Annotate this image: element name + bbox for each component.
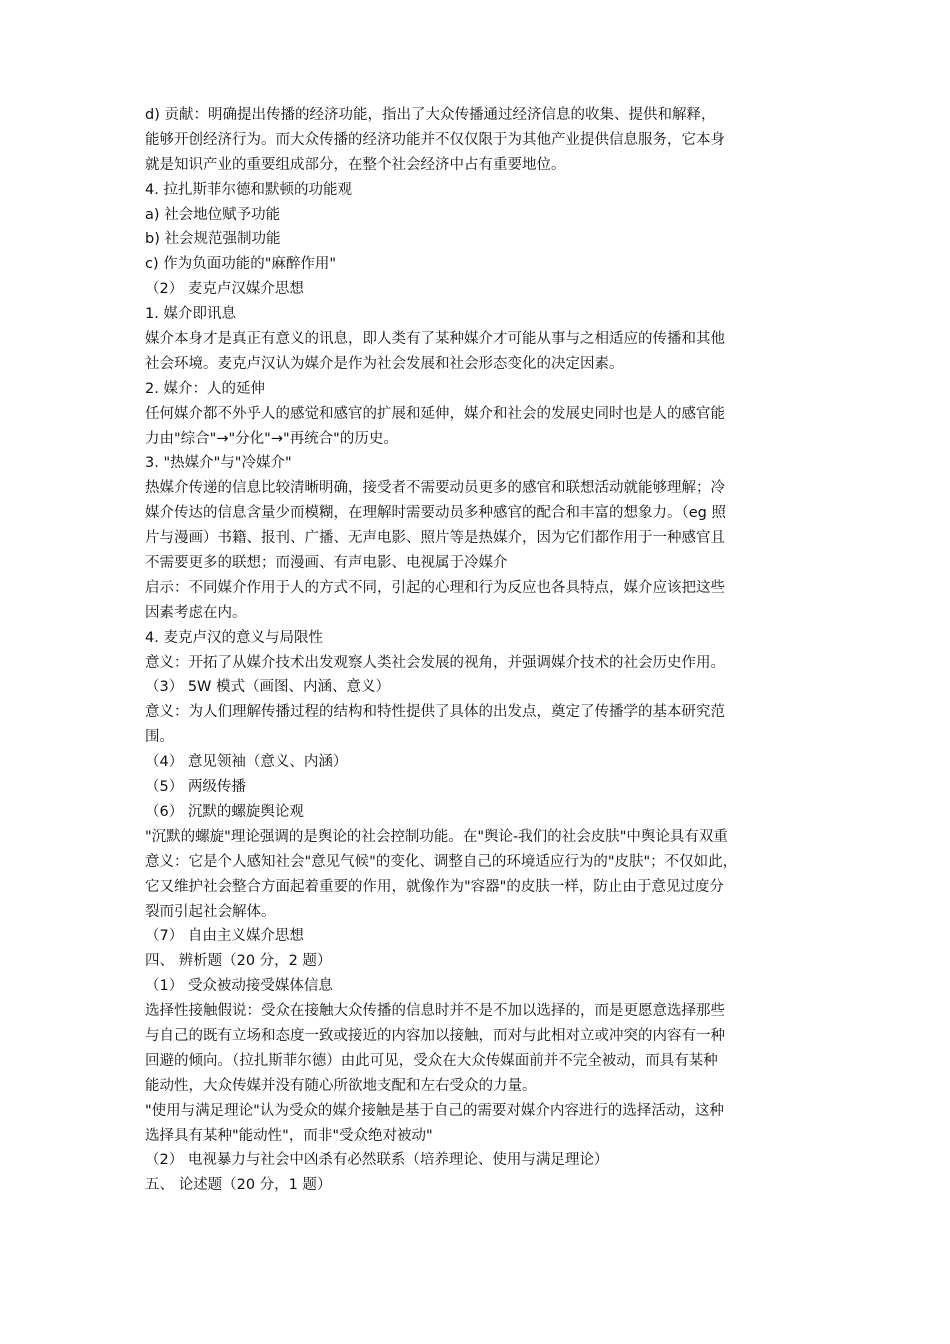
text-line: （6） 沉默的螺旋舆论观 bbox=[145, 803, 304, 820]
text-line: 与自己的既有立场和态度一致或接近的内容加以接触，而对与此相对立或冲突的内容有一种 bbox=[145, 1027, 725, 1044]
text-line: 能够开创经济行为。而大众传播的经济功能并不仅仅限于为其他产业提供信息服务，它本身 bbox=[145, 131, 725, 148]
document-body bbox=[145, 103, 823, 1198]
text-line: 选择性接触假说：受众在接触大众传播的信息时并不是不加以选择的，而是更愿意选择那些 bbox=[145, 1003, 725, 1020]
text-line: c) 作为负面功能的"麻醉作用" bbox=[145, 256, 337, 273]
text-line: （1） 受众被动接受媒体信息 bbox=[145, 978, 333, 995]
text-line: d) 贡献：明确提出传播的经济功能，指出了大众传播通过经济信息的收集、提供和解释， bbox=[145, 107, 716, 123]
text-line: 社会环境。麦克卢汉认为媒介是作为社会发展和社会形态变化的决定因素。 bbox=[145, 355, 624, 372]
text-line: 因素考虑在内。 bbox=[145, 604, 247, 621]
text-line: （2） 电视暴力与社会中凶杀有必然联系（培养理论、使用与满足理论） bbox=[145, 1152, 609, 1169]
text-line: 裂而引起社会解体。 bbox=[145, 903, 276, 920]
text-line: "沉默的螺旋"理论强调的是舆论的社会控制功能。在"舆论-我们的社会皮肤"中舆论具有双重 bbox=[145, 828, 728, 845]
text-line: （4） 意见领袖（意义、内涵） bbox=[145, 754, 348, 771]
text-line: 媒介传达的信息含量少而模糊，在理解时需要动员多种感官的配合和丰富的想象力。（eg 照 bbox=[145, 505, 726, 522]
text-line: 就是知识产业的重要组成部分，在整个社会经济中占有重要地位。 bbox=[145, 156, 566, 173]
text-line: 任何媒介都不外乎人的感觉和感官的扩展和延伸，媒介和社会的发展史同时也是人的感官能 bbox=[145, 405, 725, 422]
text-line: 意义：开拓了从媒介技术出发观察人类社会发展的视角，并强调媒介技术的社会历史作用。 bbox=[145, 654, 725, 671]
text-line: 它又维护社会整合方面起着重要的作用，就像作为"容器"的皮肤一样，防止由于意见过度分 bbox=[145, 878, 724, 895]
text-line: 3. "热媒介"与"冷媒介" bbox=[145, 455, 292, 472]
text-line: 意义：它是个人感知社会"意见气候"的变化、调整自己的环境适应行为的"皮肤"；不仅如此， bbox=[145, 853, 738, 870]
text-line: （2） 麦克卢汉媒介思想 bbox=[145, 281, 304, 298]
text-line: b) 社会规范强制功能 bbox=[145, 231, 281, 248]
text-line: 五、 论述题（20 分，1 题） bbox=[145, 1177, 332, 1194]
text-line: 媒介本身才是真正有意义的讯息，即人类有了某种媒介才可能从事与之相适应的传播和其他 bbox=[145, 331, 725, 348]
text-line: 能动性，大众传媒并没有随心所欲地支配和左右受众的力量。 bbox=[145, 1077, 537, 1094]
text-line: 启示：不同媒介作用于人的方式不同，引起的心理和行为反应也各具特点，媒介应该把这些 bbox=[145, 579, 725, 596]
text-line: 4. 麦克卢汉的意义与局限性 bbox=[145, 629, 323, 646]
text-line: 回避的倾向。（拉扎斯菲尔德）由此可见，受众在大众传媒面前并不完全被动，而具有某种 bbox=[145, 1052, 718, 1069]
text-line: a) 社会地位赋予功能 bbox=[145, 206, 281, 223]
text-line: 热媒介传递的信息比较清晰明确，接受者不需要动员更多的感官和联想活动就能够理解；冷 bbox=[145, 480, 725, 497]
text-line: 2. 媒介：人的延伸 bbox=[145, 380, 265, 397]
text-line: "使用与满足理论"认为受众的媒介接触是基于自己的需要对媒介内容进行的选择活动，这种 bbox=[145, 1102, 724, 1119]
text-line: （3） 5W 模式（画图、内涵、意义） bbox=[145, 679, 391, 696]
text-line: 意义：为人们理解传播过程的结构和特性提供了具体的出发点，奠定了传播学的基本研究范 bbox=[145, 704, 725, 721]
text-line: 1. 媒介即讯息 bbox=[145, 306, 236, 323]
text-line: （7） 自由主义媒介思想 bbox=[145, 928, 304, 945]
text-line: 4. 拉扎斯菲尔德和默顿的功能观 bbox=[145, 181, 352, 198]
text-line: 不需要更多的联想；而漫画、有声电影、电视属于冷媒介 bbox=[145, 555, 508, 572]
text-line: 选择具有某种"能动性"，而非"受众绝对被动" bbox=[145, 1127, 433, 1144]
text-line: 围。 bbox=[145, 729, 174, 746]
text-line: （5） 两级传播 bbox=[145, 779, 246, 796]
text-line: 片与漫画）书籍、报刊、广播、无声电影、照片等是热媒介，因为它们都作用于一种感官且 bbox=[145, 530, 725, 547]
text-line: 四、 辨析题（20 分，2 题） bbox=[145, 953, 332, 970]
text-line: 力由"综合"→"分化"→"再统合"的历史。 bbox=[145, 430, 398, 447]
